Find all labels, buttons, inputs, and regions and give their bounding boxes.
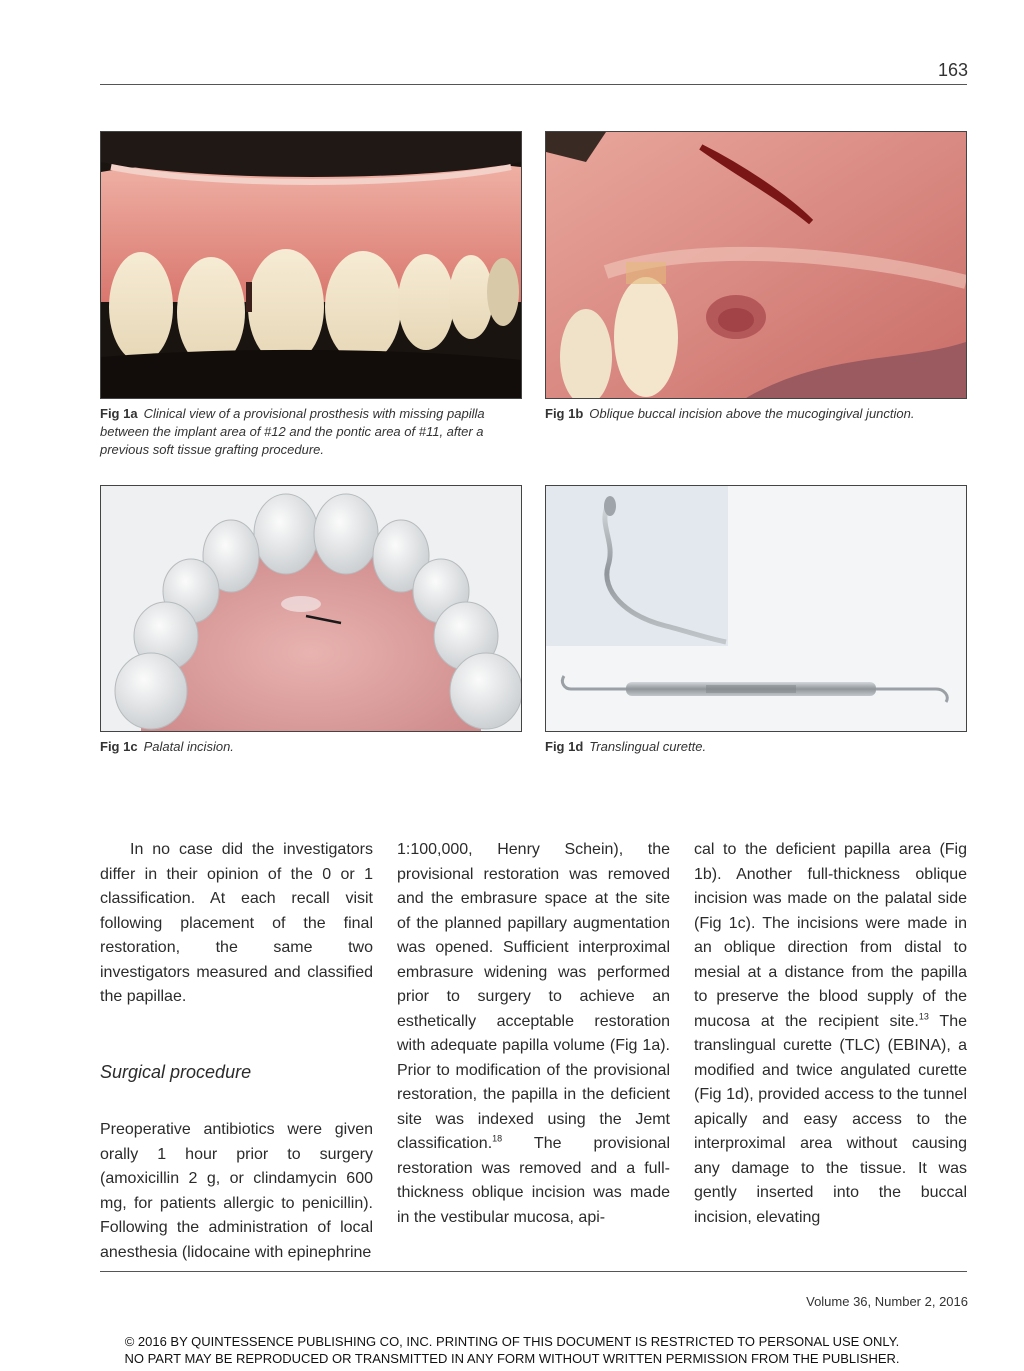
figure-1b-image: [545, 131, 967, 399]
paragraph-investigators: In no case did the investigators differ in their opinion of the 0 or 1 classification. At each recall visit following placement of the final restoration, the same two investigators measured and classified the papillae.: [100, 841, 373, 1005]
copyright-notice: [0, 1333, 1024, 1367]
reference-13: 13: [918, 1011, 929, 1022]
figure-1c-image: [100, 485, 522, 732]
journal-issue: Volume 36, Number 2, 2016: [806, 1294, 968, 1309]
figure-1c-caption: [100, 738, 520, 756]
copyright-line-2: NO PART MAY BE REPRODUCED OR TRANSMITTED IN ANY FORM WITHOUT WRITTEN PERMISSION FROM THE PUBLISHER.: [124, 1351, 900, 1366]
figure-1b-caption: [545, 405, 965, 423]
figure-1a-caption: [100, 405, 520, 459]
figure-1c-caption-text: Palatal incision.: [143, 739, 234, 754]
figure-1a-image: [100, 131, 522, 399]
footer-rule: [100, 1271, 967, 1272]
figure-1d-caption-text: Translingual curette.: [589, 739, 707, 754]
copyright-line-1: © 2016 BY QUINTESSENCE PUBLISHING CO, INC. PRINTING OF THIS DOCUMENT IS RESTRICTED TO PERSONAL USE ONLY.: [124, 1334, 900, 1349]
paragraph-incisions-part2: The translingual curette (TLC) (EBINA), a modified and twice angulated curette (Fig 1d), provided access to the tunnel apically and easy access to the interproximal area without causing any damage to the tissue. It was gently inserted into the buccal incision, elevating: [694, 1012, 967, 1226]
text-column-3: [694, 838, 967, 1230]
figure-1a-label: Fig 1a: [100, 406, 138, 421]
figure-1c-label: Fig 1c: [100, 739, 138, 754]
text-column-1: [100, 838, 373, 1265]
paragraph-provisional-part2: The provisional restoration was removed and a full-thickness oblique incision was made in the vestibular mucosa, api-: [397, 1135, 670, 1226]
paragraph-preoperative: Preoperative antibiotics were given orally 1 hour prior to surgery (amoxicillin 2 g, or clindamycin 600 mg, for patients allergic to penicillin). Following the administration of local anesthesia (lidocaine with epinephrine: [100, 1121, 373, 1261]
reference-18: 18: [492, 1133, 503, 1144]
page-number: 163: [937, 60, 968, 80]
figure-1b-caption-text: Oblique buccal incision above the mucogingival junction.: [589, 406, 915, 421]
figure-1d-image: [545, 485, 967, 732]
figure-1b-label: Fig 1b: [545, 406, 584, 421]
paragraph-provisional: [397, 838, 670, 1230]
figure-1d-caption: [545, 738, 965, 756]
paragraph-provisional-part1: 1:100,000, Henry Schein), the provisional restoration was removed and the embrasure space at the site of the planned papillary augmentation was opened. Sufficient interproximal embrasure widening was performed prior to surgery to achieve an esthetically acceptable restoration with adequate papilla volume (Fig 1a). Prior to modification of the provisional restoration, the papilla in the deficient site was indexed using the Jemt classification.: [397, 841, 670, 1152]
figure-1a-caption-text: Clinical view of a provisional prosthesis with missing papilla between the implant area of #12 and the pontic area of #11, after a previous soft tissue grafting procedure.: [100, 406, 485, 457]
paragraph-incisions: [694, 838, 967, 1230]
section-heading-surgical-procedure: Surgical procedure: [100, 1061, 252, 1082]
paragraph-incisions-part1: cal to the deficient papilla area (Fig 1b). Another full-thickness oblique incision was made on the palatal side (Fig 1c). The incisions were made in an oblique direction from distal to mesial at a distance from the papilla to preserve the blood supply of the mucosa at the recipient site.: [694, 841, 967, 1030]
figure-1d-label: Fig 1d: [545, 739, 584, 754]
header-rule: [100, 84, 967, 85]
text-column-2: [397, 838, 670, 1230]
